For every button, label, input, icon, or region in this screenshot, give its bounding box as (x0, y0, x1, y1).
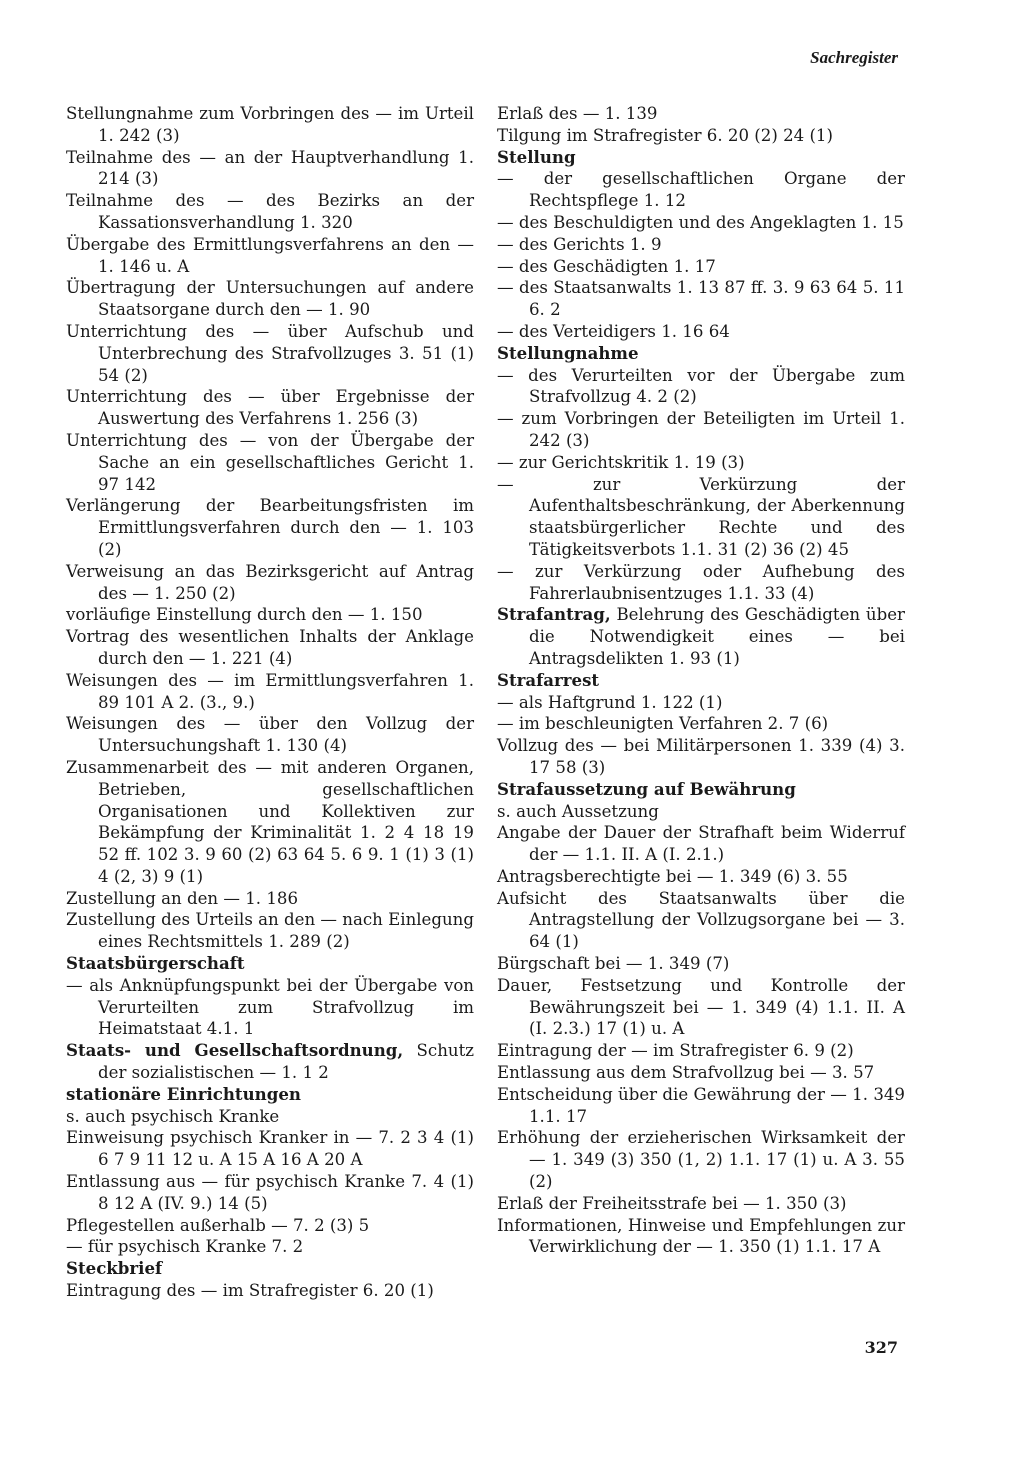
index-entry: Staats- und Gesellschaftsordnung, Schutz der sozialistischen — 1. 1 2 (66, 1040, 474, 1083)
index-entry: — des Geschädigten 1. 17 (497, 256, 716, 276)
index-entry: — zum Vorbringen der Beteiligten im Urteil 1. 242 (3) (497, 409, 905, 450)
index-entry: Übergabe des Ermittlungsverfahrens an den — 1. 146 u. A (66, 234, 474, 276)
index-entry: Weisungen des — über den Vollzug der Untersuchungshaft 1. 130 (4) (66, 714, 474, 756)
index-entry: — der gesellschaftlichen Organe der Rechtspflege 1. 12 (497, 169, 905, 211)
index-entry: Tilgung im Strafregister 6. 20 (2) 24 (1) (497, 125, 833, 145)
index-entry: — zur Gerichtskritik 1. 19 (3) (497, 452, 745, 472)
index-entry: Entlassung aus dem Strafvollzug bei — 3. 57 (497, 1063, 875, 1083)
page-number: 327 (864, 1338, 898, 1357)
index-entry: Verlängerung der Bearbeitungsfristen im Ermittlungsverfahren durch den — 1. 103 (2) (66, 496, 474, 559)
index-entry: Angabe der Dauer der Strafhaft beim Widerruf der — 1.1. II. A (I. 2.1.) (497, 823, 905, 865)
index-entry: — als Anknüpfungspunkt bei der Übergabe von Verurteilten zum Strafvollzug im Heimatstaat 4.1. 1 (66, 975, 474, 1039)
index-entry: Unterrichtung des — über Ergebnisse der Auswertung des Verfahrens 1. 256 (3) (66, 387, 474, 429)
index-entry: Teilnahme des — an der Hauptverhandlung 1. 214 (3) (66, 147, 474, 189)
index-entry: s. auch psychisch Kranke (66, 1106, 280, 1126)
index-entry: — des Staatsanwalts 1. 13 87 ff. 3. 9 63 64 5. 11 6. 2 (497, 278, 905, 320)
index-entry: Unterrichtung des — über Aufschub und Unterbrechung des Strafvollzuges 3. 51 (1) 54 (2) (66, 321, 474, 385)
index-entry: Eintragung des — im Strafregister 6. 20 (1) (66, 1281, 434, 1301)
index-entry: Erhöhung der erzieherischen Wirksamkeit der — 1. 349 (3) 350 (1, 2) 1.1. 17 (1) u. A 3. 55 (2) (497, 1128, 905, 1192)
index-entry: Weisungen des — im Ermittlungsverfahren 1. 89 101 A 2. (3., 9.) (66, 670, 474, 712)
index-column-left (66, 103, 474, 1302)
index-entry: Erlaß des — 1. 139 (497, 104, 658, 123)
index-entry: — zur Verkürzung oder Aufhebung des Fahrerlaubnisentzuges 1.1. 33 (4) (497, 561, 905, 603)
index-entry: — des Verurteilten vor der Übergabe zum Strafvollzug 4. 2 (2) (497, 365, 905, 407)
index-entry: Vollzug des — bei Militärpersonen 1. 339 (4) 3. 17 58 (3) (497, 736, 905, 777)
index-entry: Erlaß der Freiheitsstrafe bei — 1. 350 (3) (497, 1193, 847, 1213)
index-entry: Verweisung an das Bezirksgericht auf Antrag des — 1. 250 (2) (66, 561, 474, 603)
running-head: Sachregister (810, 48, 898, 67)
index-entry: Einweisung psychisch Kranker in — 7. 2 3 4 (1) 6 7 9 11 12 u. A 15 A 16 A 20 A (66, 1128, 474, 1170)
index-heading: Steckbrief (66, 1258, 163, 1279)
index-heading: stationäre Einrichtungen (66, 1083, 301, 1104)
index-entry: — für psychisch Kranke 7. 2 (66, 1237, 304, 1257)
index-entry: Antragsberechtigte bei — 1. 349 (6) 3. 55 (497, 866, 848, 886)
index-entry: Zustellung an den — 1. 186 (66, 888, 299, 908)
index-entry: Stellungnahme zum Vorbringen des — im Urteil 1. 242 (3) (66, 104, 474, 145)
index-entry: — des Beschuldigten und des Angeklagten 1. 15 (497, 212, 904, 232)
index-entry: Dauer, Festsetzung und Kontrolle der Bewährungszeit bei — 1. 349 (4) 1.1. II. A (I. 2.3.) 17 (1) u. A (497, 975, 905, 1039)
index-heading: Strafaussetzung auf Bewährung (497, 778, 796, 799)
index-entry: Übertragung der Untersuchungen auf andere Staatsorgane durch den — 1. 90 (66, 278, 474, 320)
index-entry: — des Verteidigers 1. 16 64 (497, 321, 730, 341)
index-entry: Eintragung der — im Strafregister 6. 9 (2) (497, 1041, 854, 1061)
index-entry: Unterrichtung des — von der Übergabe der Sache an ein gesellschaftliches Gericht 1. 97 142 (66, 430, 474, 494)
index-entry: Informationen, Hinweise und Empfehlungen zur Verwirklichung der — 1. 350 (1) 1.1. 17 A (497, 1215, 905, 1257)
index-entry: — als Haftgrund 1. 122 (1) (497, 692, 723, 712)
index-heading: Stellung (497, 146, 576, 167)
index-entry: Zustellung des Urteils an den — nach Einlegung eines Rechtsmittels 1. 289 (2) (66, 910, 474, 952)
index-heading: Strafarrest (497, 669, 600, 690)
index-entry: s. auch Aussetzung (497, 801, 659, 821)
index-entry: — zur Verkürzung der Aufenthaltsbeschränkung, der Aberkennung staatsbürgerlicher Rechte und des Tätigkeitsverbots 1.1. 31 (2) 36 (2) 45 (497, 474, 905, 559)
index-column-right (497, 103, 905, 1258)
index-entry: Zusammenarbeit des — mit anderen Organen, Betrieben, gesellschaftlichen Organisationen und Kollektiven zur Bekämpfung der Kriminalität 1. 2 4 18 19 52 ff. 102 3. 9 60 (2) 63 64 5. 6 9. 1 (1) 3 (1) 4 (2, 3) 9 (1) (66, 757, 474, 886)
index-entry: Aufsicht des Staatsanwalts über die Antragstellung der Vollzugsorgane bei — 3. 64 (1) (497, 888, 905, 952)
index-heading: Staatsbürgerschaft (66, 953, 245, 974)
index-entry: — des Gerichts 1. 9 (497, 234, 662, 254)
index-entry: Entscheidung über die Gewährung der — 1. 349 1.1. 17 (497, 1084, 905, 1126)
index-entry: — im beschleunigten Verfahren 2. 7 (6) (497, 714, 829, 734)
index-entry: Entlassung aus — für psychisch Kranke 7. 4 (1) 8 12 A (IV. 9.) 14 (5) (66, 1172, 474, 1213)
index-entry: Bürgschaft bei — 1. 349 (7) (497, 954, 730, 974)
index-entry: Pflegestellen außerhalb — 7. 2 (3) 5 (66, 1215, 370, 1235)
index-entry: vorläufige Einstellung durch den — 1. 150 (66, 605, 423, 625)
index-heading: Stellungnahme (497, 342, 639, 363)
index-entry: Strafantrag, Belehrung des Geschädigten über die Notwendigkeit eines — bei Antragsdelikten 1. 93 (1) (497, 604, 905, 668)
index-entry: Teilnahme des — des Bezirks an der Kassationsverhandlung 1. 320 (66, 191, 474, 232)
index-entry: Vortrag des wesentlichen Inhalts der Anklage durch den — 1. 221 (4) (66, 627, 474, 668)
